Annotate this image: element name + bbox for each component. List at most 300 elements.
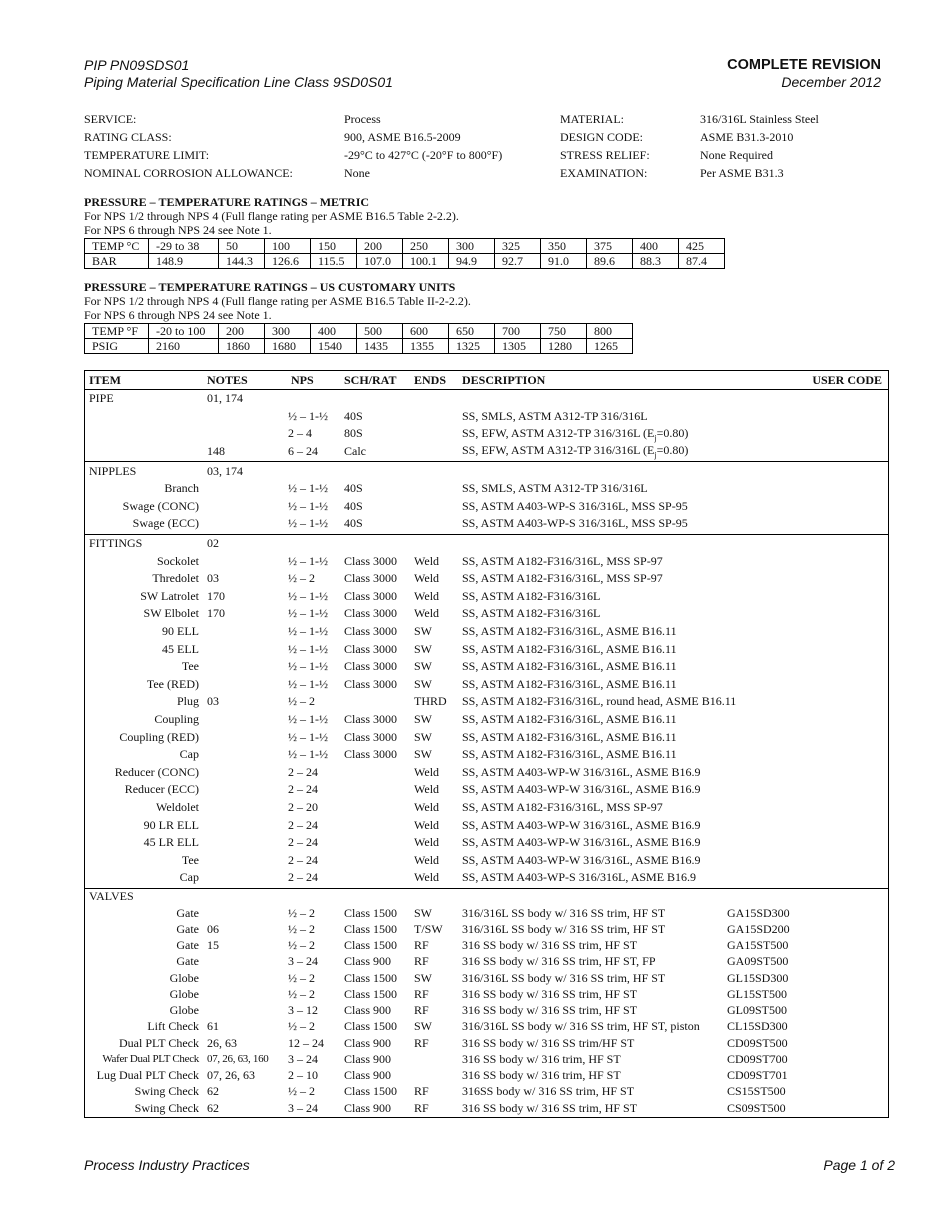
cell-desc: SS, ASTM A182-F316/316L, ASME B16.11	[462, 641, 677, 656]
pressure-cell: 2160	[149, 339, 219, 354]
cell-ends: SW	[414, 624, 432, 639]
cell-nps: 3 – 24	[288, 1051, 318, 1066]
cell-notes: 148	[207, 444, 225, 459]
table-row	[85, 1035, 888, 1051]
temperature-row	[85, 239, 725, 254]
cell-user: GA15SD200	[727, 921, 790, 936]
cell-item: Weldolet	[155, 799, 199, 814]
us-title: PRESSURE – TEMPERATURE RATINGS – US CUSTOMARY UNITS	[84, 280, 456, 294]
temperature-cell: 500	[357, 324, 403, 339]
table-row	[85, 623, 888, 641]
cell-item: Tee (RED)	[146, 676, 199, 691]
us-ratings-table	[84, 323, 633, 354]
cell-item: Plug	[176, 694, 199, 709]
table-row	[85, 869, 888, 887]
info-left-label: SERVICE:	[84, 112, 137, 126]
pressure-label: PSIG	[85, 339, 149, 354]
cell-nps: 2 – 10	[288, 1068, 318, 1082]
cell-nps: ½ – 1-½	[288, 588, 328, 603]
cell-notes: 61	[207, 1019, 219, 1034]
table-row	[85, 693, 888, 711]
cell-desc: SS, ASTM A182-F316/316L, ASME B16.11	[462, 747, 677, 762]
cell-desc: 316/316L SS body w/ 316 SS trim, HF ST, piston	[462, 1019, 700, 1034]
col-ends: ENDS	[414, 372, 447, 387]
cell-ends: Weld	[414, 817, 440, 832]
pressure-cell: 91.0	[541, 254, 587, 269]
col-user-code: USER CODE	[812, 372, 882, 387]
table-row	[85, 408, 888, 426]
cell-nps: ½ – 1-½	[288, 624, 328, 639]
cell-item: Cap	[179, 747, 199, 762]
cell-sch: 80S	[344, 426, 363, 441]
pressure-cell: 126.6	[265, 254, 311, 269]
info-left-value: 900, ASME B16.5-2009	[344, 130, 461, 144]
cell-item: Dual PLT Check	[119, 1035, 199, 1050]
cell-nps: ½ – 2	[288, 1019, 315, 1034]
cell-sch: Class 1500	[344, 970, 398, 985]
cell-item: Tee	[181, 852, 199, 867]
cell-ends: RF	[414, 1100, 429, 1115]
cell-nps: 2 – 24	[288, 852, 318, 867]
col-notes: NOTES	[207, 372, 248, 387]
cell-nps: ½ – 2	[288, 970, 315, 985]
footer-page-number: Page 1 of 2	[823, 1157, 895, 1173]
temperature-cell: 425	[679, 239, 725, 254]
cell-notes: 15	[207, 938, 219, 952]
cell-nps: ½ – 1-½	[288, 408, 328, 423]
info-left-value: Process	[344, 112, 381, 126]
cell-desc: SS, ASTM A403-WP-W 316/316L, ASME B16.9	[462, 852, 701, 867]
cell-nps: ½ – 2	[288, 694, 315, 709]
group-heading-row	[85, 462, 888, 480]
cell-notes: 01, 174	[207, 391, 243, 406]
cell-sch: Class 900	[344, 954, 392, 969]
cell-item: Thredolet	[152, 571, 199, 586]
item-group	[85, 462, 888, 534]
cell-desc: 316/316L SS body w/ 316 SS trim, HF ST	[462, 921, 666, 936]
cell-nps: ½ – 2	[288, 938, 315, 952]
info-right-label: STRESS RELIEF:	[560, 148, 650, 162]
table-row	[85, 1100, 888, 1116]
cell-item: Cap	[179, 870, 199, 885]
cell-ends: SW	[414, 641, 432, 656]
cell-user: CD09ST701	[727, 1068, 788, 1082]
cell-ends: SW	[414, 729, 432, 744]
table-row	[85, 954, 888, 970]
document-header-right	[727, 57, 881, 91]
us-note-2: For NPS 6 through NPS 24 see Note 1.	[84, 308, 272, 322]
cell-desc: 316/316L SS body w/ 316 SS trim, HF ST	[462, 970, 666, 985]
table-row	[85, 658, 888, 676]
pressure-row	[85, 339, 633, 354]
cell-desc: SS, ASTM A403-WP-S 316/316L, MSS SP-95	[462, 516, 688, 531]
cell-nps: 3 – 24	[288, 1100, 318, 1115]
table-row	[85, 921, 888, 937]
cell-sch: 40S	[344, 481, 363, 496]
table-row	[85, 970, 888, 986]
cell-nps: 3 – 12	[288, 1003, 318, 1017]
cell-nps: ½ – 2	[288, 921, 315, 936]
cell-ends: Weld	[414, 606, 440, 621]
cell-ends: Weld	[414, 764, 440, 779]
cell-item: Gate	[176, 954, 199, 969]
cell-notes: 02	[207, 536, 219, 551]
cell-desc: 316SS body w/ 316 SS trim, HF ST	[462, 1084, 635, 1099]
cell-desc: SS, ASTM A182-F316/316L, MSS SP-97	[462, 553, 663, 568]
pressure-cell: 89.6	[587, 254, 633, 269]
table-row	[85, 1067, 888, 1083]
item-group	[85, 535, 888, 889]
cell-item: Lug Dual PLT Check	[96, 1068, 199, 1082]
temperature-cell: 700	[495, 324, 541, 339]
cell-ends: SW	[414, 1019, 432, 1034]
cell-desc: SS, ASTM A182-F316/316L, ASME B16.11	[462, 659, 677, 674]
pressure-label: BAR	[85, 254, 149, 269]
info-left-value: None	[344, 166, 370, 180]
info-right-labels	[560, 110, 650, 182]
cell-item: Swage (ECC)	[132, 516, 199, 531]
temperature-cell: 800	[587, 324, 633, 339]
cell-notes: 170	[207, 606, 225, 621]
temperature-cell: 300	[449, 239, 495, 254]
cell-nps: ½ – 1-½	[288, 481, 328, 496]
revision-date: December 2012	[781, 74, 881, 90]
pressure-cell: 144.3	[219, 254, 265, 269]
cell-desc: 316 SS body w/ 316 SS trim, HF ST	[462, 1100, 638, 1115]
cell-nps: ½ – 1-½	[288, 659, 328, 674]
cell-sch: Class 1500	[344, 1084, 398, 1099]
metric-ratings-section	[84, 195, 725, 269]
temperature-cell: 375	[587, 239, 633, 254]
cell-desc: SS, ASTM A182-F316/316L, round head, ASME B16.11	[462, 694, 737, 709]
temperature-cell: 650	[449, 324, 495, 339]
doc-title: Piping Material Specification Line Class 9SD0S01	[84, 74, 393, 90]
item-group	[85, 390, 888, 462]
cell-desc: SS, ASTM A403-WP-W 316/316L, ASME B16.9	[462, 817, 701, 832]
cell-desc: 316 SS body w/ 316 trim, HF ST	[462, 1051, 621, 1066]
cell-ends: SW	[414, 711, 432, 726]
cell-sch: Class 3000	[344, 641, 398, 656]
cell-notes: 62	[207, 1084, 219, 1099]
cell-desc: SS, ASTM A182-F316/316L, MSS SP-97	[462, 799, 663, 814]
temperature-row	[85, 324, 633, 339]
info-left-values	[344, 110, 502, 182]
cell-nps: ½ – 2	[288, 571, 315, 586]
cell-sch: 40S	[344, 408, 363, 423]
pressure-row	[85, 254, 725, 269]
cell-item: Swing Check	[134, 1100, 199, 1115]
info-right-label: MATERIAL:	[560, 112, 624, 126]
cell-desc: 316 SS body w/ 316 SS trim/HF ST	[462, 1035, 635, 1050]
cell-nps: ½ – 1-½	[288, 498, 328, 513]
cell-sch: Class 900	[344, 1051, 392, 1066]
info-right-value: ASME B31.3-2010	[700, 130, 794, 144]
pressure-cell: 115.5	[311, 254, 357, 269]
info-left-value: -29°C to 427°C (-20°F to 800°F)	[344, 148, 503, 162]
cell-desc: SS, ASTM A403-WP-S 316/316L, MSS SP-95	[462, 498, 688, 513]
pressure-cell: 1540	[311, 339, 357, 354]
cell-desc: SS, EFW, ASTM A312-TP 316/316L $(E_j=0.80)$	[462, 443, 689, 460]
cell-desc: 316 SS body w/ 316 SS trim, HF ST	[462, 986, 638, 1001]
cell-ends: SW	[414, 676, 432, 691]
document-header-left	[84, 57, 393, 91]
table-row	[85, 425, 888, 443]
info-right-values	[700, 110, 819, 182]
info-left-label: NOMINAL CORROSION ALLOWANCE:	[84, 166, 293, 180]
pressure-cell: 1280	[541, 339, 587, 354]
group-heading-row	[85, 390, 888, 408]
cell-item: Gate	[176, 921, 199, 936]
cell-ends: Weld	[414, 870, 440, 885]
cell-notes: 03, 174	[207, 463, 243, 478]
temperature-cell: 50	[219, 239, 265, 254]
pressure-cell: 107.0	[357, 254, 403, 269]
cell-desc: SS, ASTM A182-F316/316L, ASME B16.11	[462, 711, 677, 726]
cell-nps: 2 – 24	[288, 870, 318, 885]
temperature-label: TEMP °C	[85, 239, 149, 254]
cell-item: NIPPLES	[89, 463, 137, 478]
cell-sch: Class 900	[344, 1068, 392, 1082]
temperature-cell: 200	[357, 239, 403, 254]
cell-ends: RF	[414, 1035, 429, 1050]
cell-ends: RF	[414, 1084, 429, 1099]
temperature-cell: 325	[495, 239, 541, 254]
col-nps: NPS	[291, 372, 314, 387]
table-row	[85, 570, 888, 588]
cell-desc: SS, ASTM A403-WP-W 316/316L, ASME B16.9	[462, 782, 701, 797]
cell-nps: 6 – 24	[288, 444, 318, 459]
cell-desc: SS, SMLS, ASTM A312-TP 316/316L	[462, 408, 648, 423]
cell-item: SW Latrolet	[140, 588, 199, 603]
table-row	[85, 605, 888, 623]
temperature-cell: 200	[219, 324, 265, 339]
cell-item: Globe	[169, 1003, 199, 1017]
table-row	[85, 851, 888, 869]
cell-notes: 07, 26, 63	[207, 1068, 255, 1082]
material-spec-table	[84, 370, 889, 1118]
cell-user: CD09ST700	[727, 1051, 788, 1066]
cell-ends: T/SW	[414, 921, 443, 936]
cell-nps: ½ – 1-½	[288, 516, 328, 531]
cell-nps: ½ – 2	[288, 905, 315, 920]
cell-nps: 12 – 24	[288, 1035, 324, 1050]
cell-ends: SW	[414, 659, 432, 674]
table-row	[85, 834, 888, 852]
temperature-cell: 400	[311, 324, 357, 339]
info-right-label: EXAMINATION:	[560, 166, 648, 180]
cell-nps: 2 – 4	[288, 426, 312, 441]
temperature-cell: 150	[311, 239, 357, 254]
pressure-cell: 1265	[587, 339, 633, 354]
table-row	[85, 1084, 888, 1100]
cell-item: Globe	[169, 986, 199, 1001]
cell-sch: Class 1500	[344, 986, 398, 1001]
cell-ends: Weld	[414, 799, 440, 814]
cell-ends: RF	[414, 986, 429, 1001]
cell-item: 45 ELL	[162, 641, 199, 656]
pressure-cell: 87.4	[679, 254, 725, 269]
cell-ends: RF	[414, 938, 429, 952]
cell-sch: Class 3000	[344, 624, 398, 639]
temperature-cell: 600	[403, 324, 449, 339]
pressure-cell: 100.1	[403, 254, 449, 269]
pressure-cell: 148.9	[149, 254, 219, 269]
cell-ends: Weld	[414, 571, 440, 586]
cell-desc: SS, EFW, ASTM A312-TP 316/316L $(E_j=0.80)$	[462, 425, 689, 443]
cell-sch: Class 3000	[344, 553, 398, 568]
cell-notes: 06	[207, 921, 219, 936]
cell-user: CD09ST500	[727, 1035, 788, 1050]
group-heading-row	[85, 889, 888, 905]
temperature-cell: 400	[633, 239, 679, 254]
cell-item: Gate	[176, 938, 199, 952]
cell-item: Swing Check	[134, 1084, 199, 1099]
pressure-cell: 1680	[265, 339, 311, 354]
cell-sch: Class 1500	[344, 938, 398, 952]
table-row	[85, 816, 888, 834]
cell-nps: ½ – 1-½	[288, 553, 328, 568]
cell-ends: Weld	[414, 588, 440, 603]
cell-user: GA09ST500	[727, 954, 789, 969]
cell-notes: 26, 63	[207, 1035, 237, 1050]
cell-ends: RF	[414, 1003, 429, 1017]
cell-ends: Weld	[414, 852, 440, 867]
cell-item: Lift Check	[147, 1019, 199, 1034]
cell-nps: ½ – 2	[288, 986, 315, 1001]
temperature-cell: 750	[541, 324, 587, 339]
cell-desc: SS, ASTM A182-F316/316L	[462, 606, 601, 621]
cell-nps: 2 – 24	[288, 764, 318, 779]
cell-sch: Class 3000	[344, 729, 398, 744]
cell-item: Swage (CONC)	[122, 498, 199, 513]
cell-user: CS09ST500	[727, 1100, 786, 1115]
pressure-cell: 94.9	[449, 254, 495, 269]
cell-desc: 316 SS body w/ 316 SS trim, HF ST, FP	[462, 954, 656, 969]
item-group	[85, 889, 888, 1118]
cell-item: Sockolet	[157, 553, 199, 568]
cell-sch: 40S	[344, 516, 363, 531]
cell-user: GL15SD300	[727, 970, 789, 985]
cell-item: 90 ELL	[162, 624, 199, 639]
col-description: DESCRIPTION	[462, 372, 546, 387]
cell-notes: 07, 26, 63, 160	[207, 1053, 269, 1066]
cell-ends: Weld	[414, 835, 440, 850]
us-ratings-section	[84, 280, 633, 354]
cell-item: Gate	[176, 905, 199, 920]
cell-sch: Class 3000	[344, 606, 398, 621]
table-row	[85, 986, 888, 1002]
cell-sch: Class 3000	[344, 711, 398, 726]
cell-desc: SS, ASTM A182-F316/316L, ASME B16.11	[462, 624, 677, 639]
cell-item: Tee	[181, 659, 199, 674]
cell-nps: ½ – 1-½	[288, 641, 328, 656]
cell-ends: SW	[414, 747, 432, 762]
footer-publisher: Process Industry Practices	[84, 1157, 250, 1173]
cell-sch: Class 900	[344, 1100, 392, 1115]
pressure-cell: 88.3	[633, 254, 679, 269]
cell-item: Wafer Dual PLT Check	[102, 1053, 199, 1066]
table-row	[85, 515, 888, 533]
cell-user: GA15ST500	[727, 938, 789, 952]
cell-sch: Calc	[344, 444, 366, 459]
cell-user: CL15SD300	[727, 1019, 788, 1034]
metric-note-1: For NPS 1/2 through NPS 4 (Full flange rating per ASME B16.5 Table 2-2.2).	[84, 209, 459, 223]
table-row	[85, 1002, 888, 1018]
pressure-cell: 1435	[357, 339, 403, 354]
cell-sch: Class 3000	[344, 676, 398, 691]
cell-sch: Class 3000	[344, 571, 398, 586]
temperature-cell: 250	[403, 239, 449, 254]
cell-desc: SS, ASTM A403-WP-W 316/316L, ASME B16.9	[462, 764, 701, 779]
table-row	[85, 781, 888, 799]
metric-title: PRESSURE – TEMPERATURE RATINGS – METRIC	[84, 195, 370, 209]
cell-nps: 2 – 24	[288, 782, 318, 797]
col-sch-rat: SCH/RAT	[344, 372, 397, 387]
cell-sch: Class 900	[344, 1003, 392, 1017]
table-row	[85, 1051, 888, 1067]
cell-ends: SW	[414, 970, 432, 985]
table-row	[85, 480, 888, 498]
cell-sch: Class 900	[344, 1035, 392, 1050]
cell-user: GL15ST500	[727, 986, 787, 1001]
cell-desc: SS, ASTM A182-F316/316L, ASME B16.11	[462, 676, 677, 691]
cell-sch: Class 3000	[344, 747, 398, 762]
doc-id: PIP PN09SDS01	[84, 57, 190, 73]
table-row	[85, 443, 888, 461]
cell-desc: SS, ASTM A182-F316/316L, ASME B16.11	[462, 729, 677, 744]
cell-item: Coupling	[154, 711, 199, 726]
table-row	[85, 588, 888, 606]
cell-nps: ½ – 1-½	[288, 606, 328, 621]
cell-nps: ½ – 2	[288, 1084, 315, 1099]
cell-desc: SS, SMLS, ASTM A312-TP 316/316L	[462, 481, 648, 496]
cell-sch: 40S	[344, 498, 363, 513]
cell-item: 45 LR ELL	[143, 835, 199, 850]
table-row	[85, 640, 888, 658]
cell-item: Reducer (ECC)	[124, 782, 199, 797]
cell-item: FITTINGS	[89, 536, 143, 551]
temperature-cell: 350	[541, 239, 587, 254]
pressure-cell: 1355	[403, 339, 449, 354]
table-row	[85, 1019, 888, 1035]
cell-nps: 3 – 24	[288, 954, 318, 969]
cell-notes: 62	[207, 1100, 219, 1115]
table-row	[85, 746, 888, 764]
cell-user: GA15SD300	[727, 905, 790, 920]
cell-desc: SS, ASTM A182-F316/316L, MSS SP-97	[462, 571, 663, 586]
table-header-row	[85, 371, 888, 390]
us-note-1: For NPS 1/2 through NPS 4 (Full flange rating per ASME B16.5 Table II-2-2.2).	[84, 294, 471, 308]
cell-nps: ½ – 1-½	[288, 676, 328, 691]
cell-sch: Class 1500	[344, 905, 398, 920]
cell-desc: 316 SS body w/ 316 SS trim, HF ST	[462, 1003, 638, 1017]
table-row	[85, 728, 888, 746]
cell-item: Reducer (CONC)	[114, 764, 199, 779]
cell-desc: 316/316L SS body w/ 316 SS trim, HF ST	[462, 905, 666, 920]
info-left-label: TEMPERATURE LIMIT:	[84, 148, 210, 162]
cell-item: VALVES	[89, 889, 134, 904]
table-row	[85, 905, 888, 921]
cell-ends: Weld	[414, 782, 440, 797]
cell-notes: 03	[207, 694, 219, 709]
cell-nps: ½ – 1-½	[288, 711, 328, 726]
table-row	[85, 498, 888, 516]
group-heading-row	[85, 535, 888, 553]
cell-sch: Class 3000	[344, 659, 398, 674]
revision-label: COMPLETE REVISION	[727, 57, 881, 73]
cell-nps: ½ – 1-½	[288, 747, 328, 762]
cell-item: Branch	[164, 481, 199, 496]
